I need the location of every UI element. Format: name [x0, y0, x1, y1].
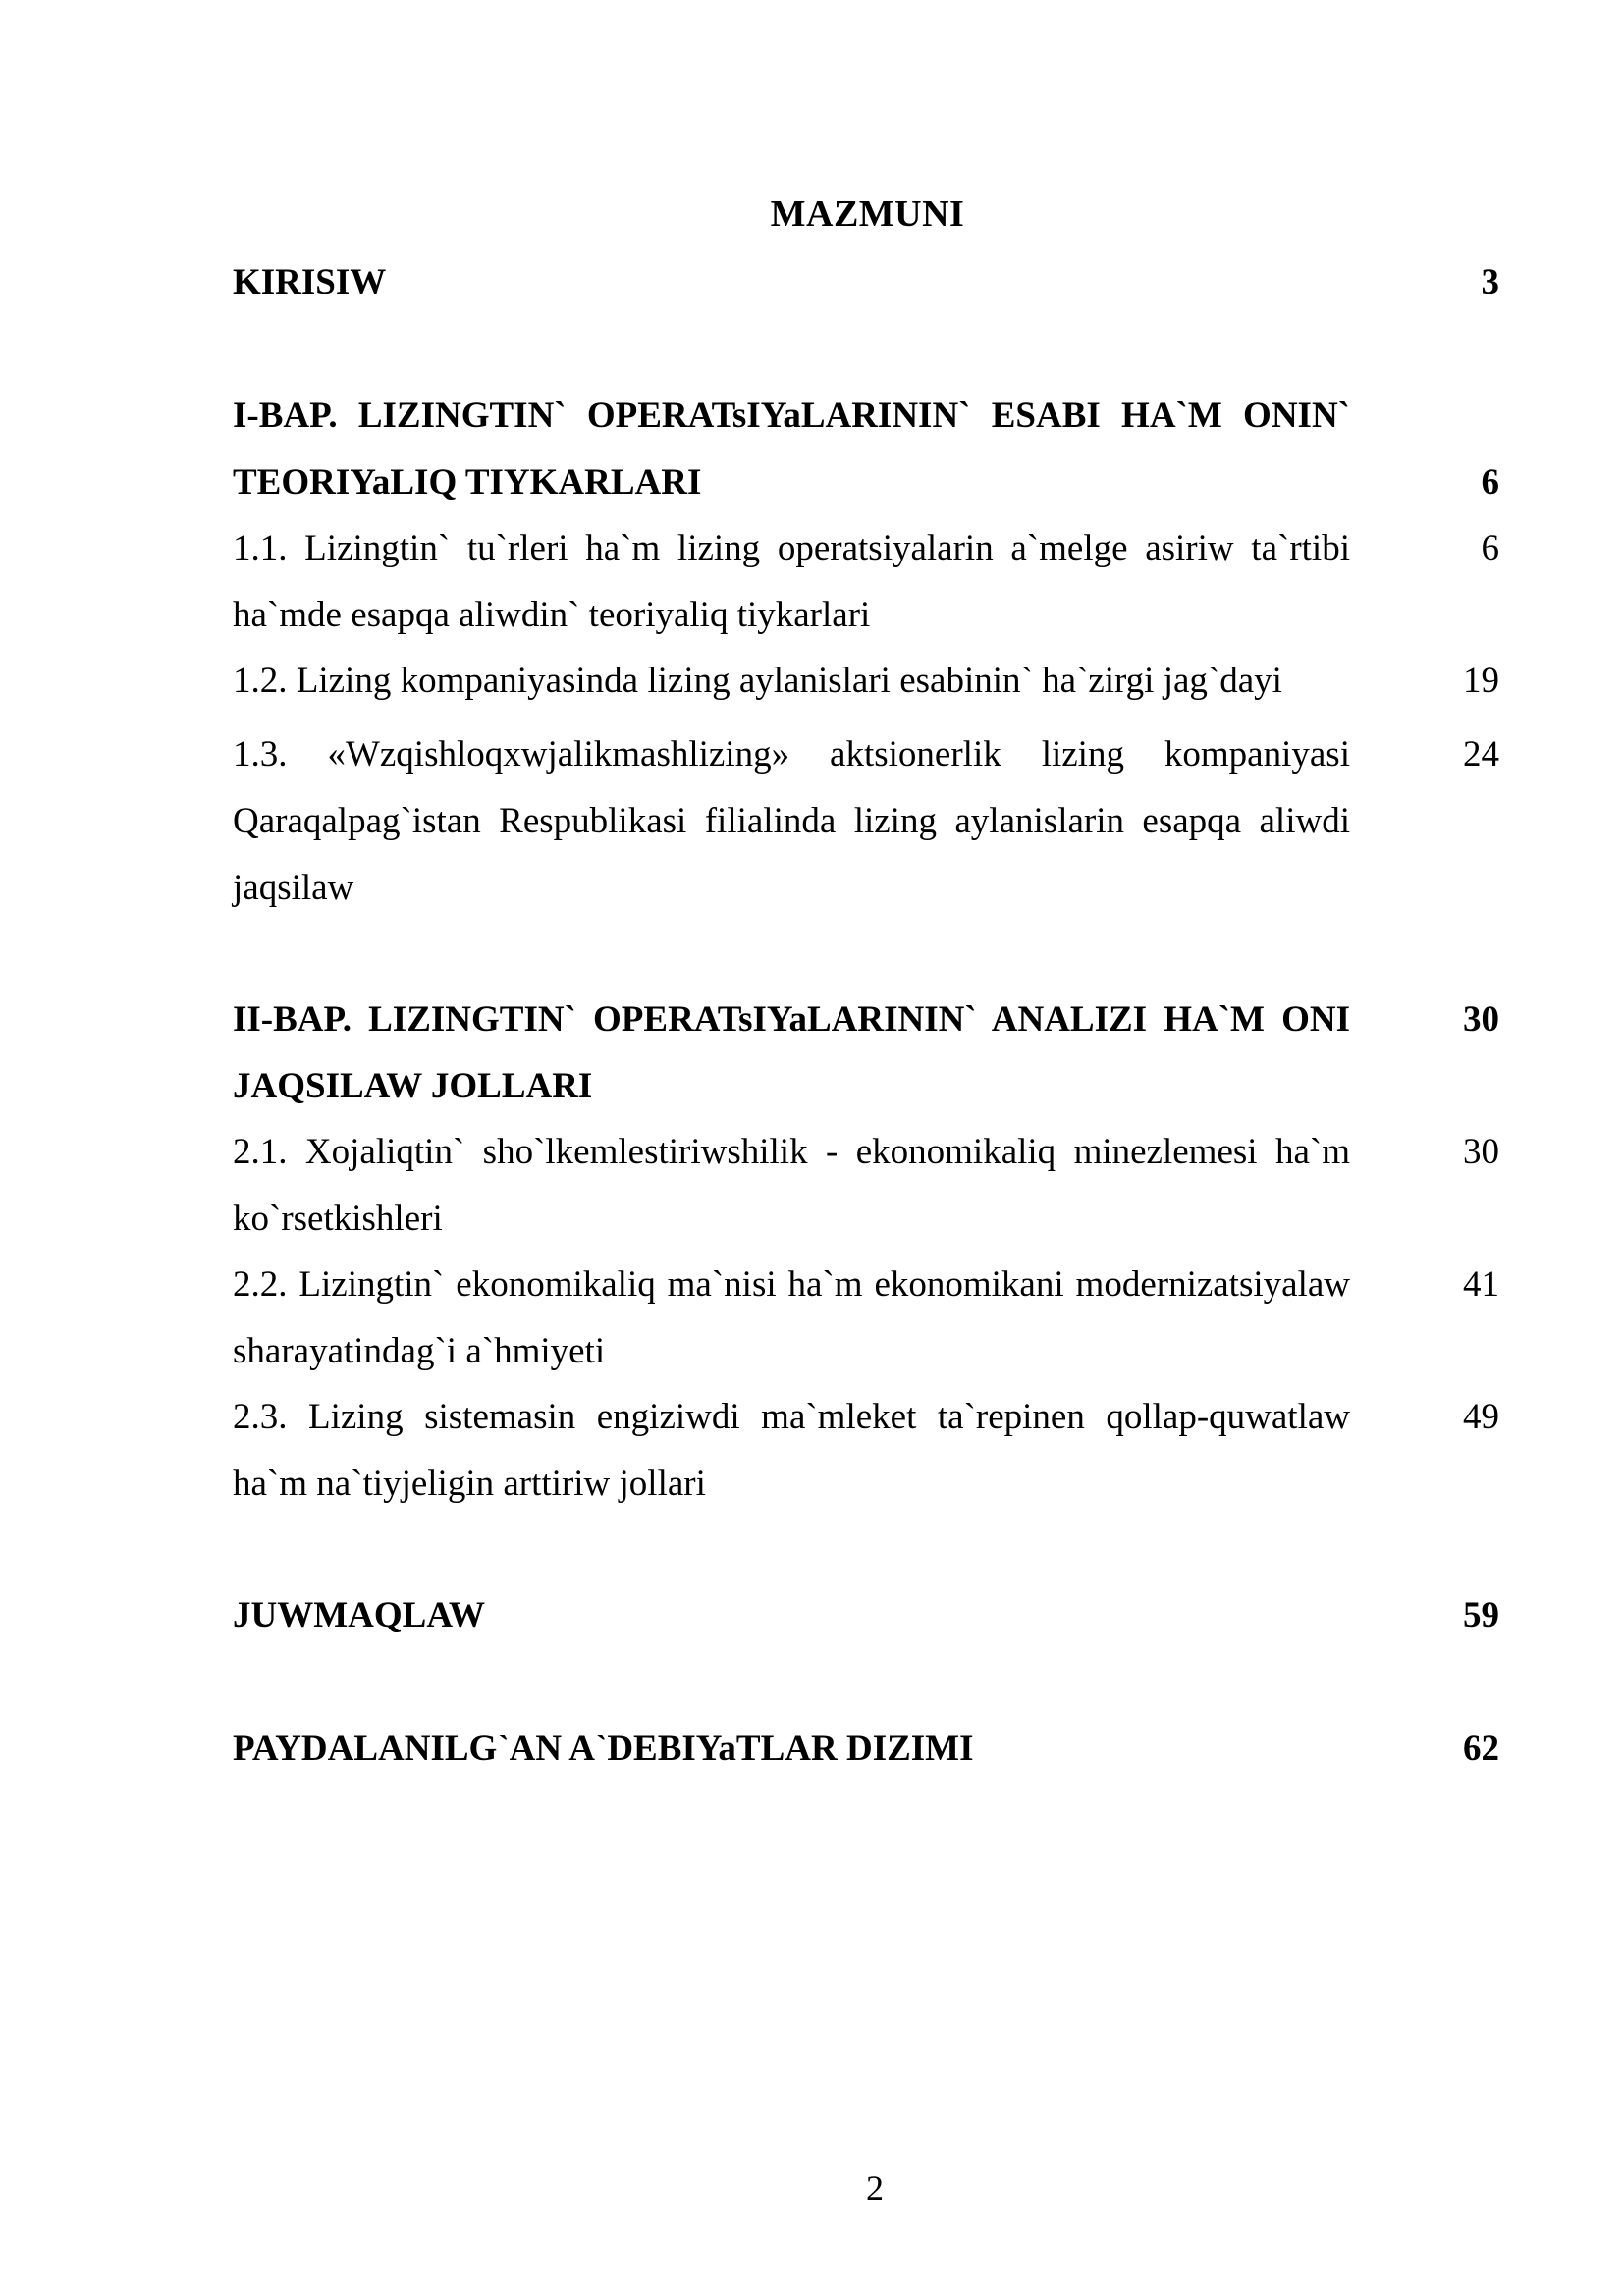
toc-entry-chapter-1 [233, 383, 1499, 516]
toc-entry-text: JUWMAQLAW [233, 1595, 485, 1635]
toc-entry-text: PAYDALANILG`AN A`DEBIYaTLAR DIZIMI [233, 1729, 974, 1769]
toc-entry-page: 30 [1463, 999, 1499, 1040]
toc-entry-page: 3 [1481, 262, 1499, 302]
toc-title: MAZMUNI [770, 193, 965, 235]
toc-entry-introduction [233, 249, 1499, 316]
toc-entry-page: 6 [1481, 462, 1499, 503]
toc-entry-2-1 [233, 1119, 1499, 1253]
toc-entry-1-2 [233, 648, 1499, 715]
toc-entry-page: 24 [1463, 734, 1499, 774]
toc-entry-page: 59 [1463, 1595, 1499, 1635]
toc-entry-2-3 [233, 1384, 1499, 1518]
toc-entry-page: 49 [1463, 1397, 1499, 1437]
toc-entry-2-2 [233, 1252, 1499, 1385]
toc-entry-page: 62 [1463, 1729, 1499, 1769]
toc-entry-text: 2.2. Lizingtin` ekonomikaliq ma`nisi ha`m ekonomikani modernizatsiyalaw sharayatindag`i a`hmiyeti [233, 1264, 1350, 1371]
toc-entry-page: 19 [1463, 661, 1499, 701]
toc-entry-text: 2.3. Lizing sistemasin engiziwdi ma`mleket ta`repinen qollap-quwatlaw ha`m na`tiyjeligin arttiriw jollari [233, 1397, 1350, 1504]
toc-entry-1-3 [233, 721, 1499, 922]
toc-entry-references [233, 1716, 1499, 1783]
toc-entry-page: 41 [1463, 1264, 1499, 1305]
toc-entry-text: 2.1. Xojaliqtin` sho`lkemlestiriwshilik - ekonomikaliq minezlemesi ha`m ko`rsetkishleri [233, 1132, 1350, 1239]
toc-entry-text: 1.2. Lizing kompaniyasinda lizing aylanislari esabinin` ha`zirgi jag`dayi [233, 661, 1282, 701]
toc-entry-page: 6 [1481, 528, 1499, 568]
toc-entry-text: 1.3. «Wzqishloqxwjalikmashlizing» aktsionerlik lizing kompaniyasi Qaraqalpag`istan Respublikasi filialinda lizing aylanislarin esapqa aliwdi jaqsilaw [233, 734, 1350, 908]
page-number: 2 [866, 2168, 884, 2208]
toc-entry-text: II-BAP. LIZINGTIN` OPERATsIYaLARININ` ANALIZI HA`M ONI JAQSILAW JOLLARI [233, 999, 1350, 1106]
toc-entry-page: 30 [1463, 1132, 1499, 1172]
toc-entry-1-1 [233, 515, 1499, 649]
toc-entry-conclusion [233, 1582, 1499, 1649]
toc-entry-text: 1.1. Lizingtin` tu`rleri ha`m lizing operatsiyalarin a`melge asiriw ta`rtibi ha`mde esapqa aliwdin` teoriyaliq tiykarlari [233, 528, 1350, 635]
toc-entry-chapter-2 [233, 987, 1499, 1120]
toc-entry-text: I-BAP. LIZINGTIN` OPERATsIYaLARININ` ESABI HA`M ONIN` TEORIYaLIQ TIYKARLARI [233, 396, 1350, 503]
toc-entry-text: KIRISIW [233, 262, 387, 302]
